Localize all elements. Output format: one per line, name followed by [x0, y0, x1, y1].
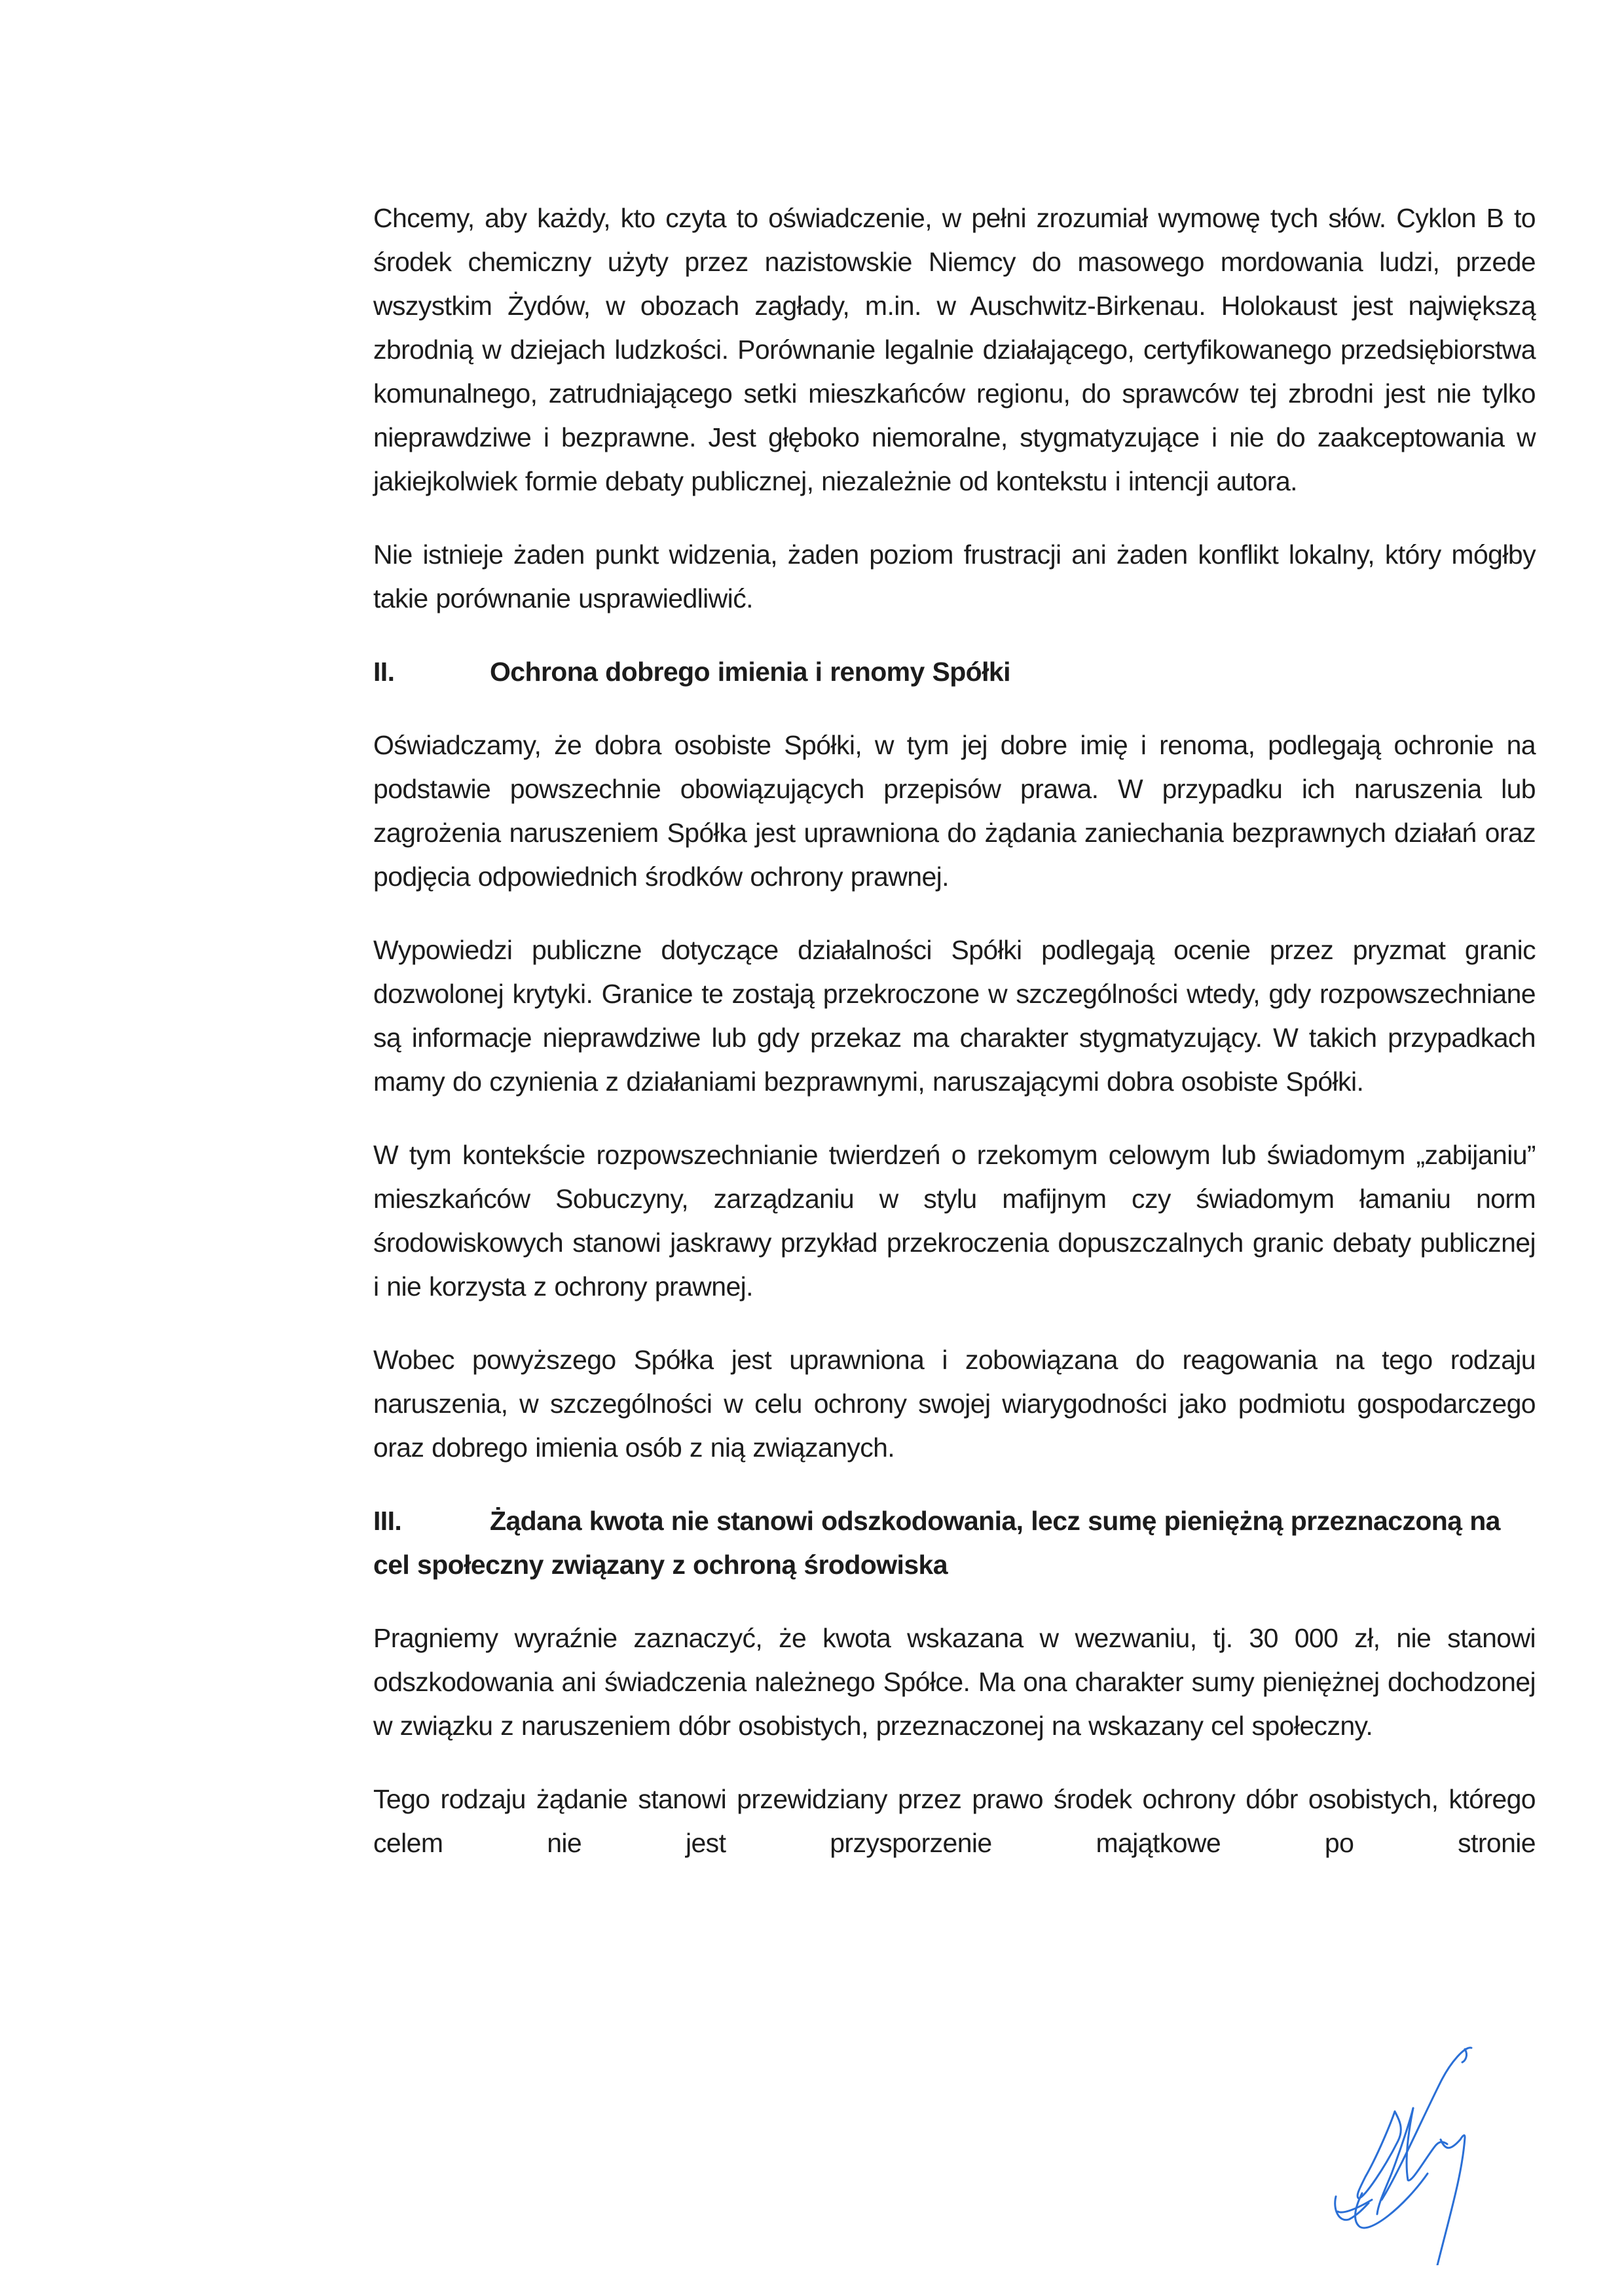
- paragraph-no-justification: Nie istnieje żaden punkt widzenia, żaden poziom frustracji ani żaden konflikt lokalny, który mógłby takie porównanie usprawiedliwić.: [373, 539, 1536, 613]
- section-title: Żądana kwota nie stanowi odszkodowania, lecz sumę pieniężną przeznaczoną na cel społeczny związany z ochroną środowiska: [373, 1506, 1500, 1580]
- section-number: II.: [373, 657, 395, 687]
- section-heading-ii: [373, 650, 1536, 694]
- section-number: III.: [373, 1506, 402, 1536]
- paragraph-legal-remedy: Tego rodzaju żądanie stanowi przewidziany przez prawo środek ochrony dóbr osobistych, którego celem nie jest przysporzenie majątkowe po stronie: [373, 1784, 1536, 1858]
- section-heading-iii: [373, 1499, 1536, 1587]
- document-body: [373, 196, 1536, 1895]
- paragraph-personal-rights: Oświadczamy, że dobra osobiste Spółki, w tym jej dobre imię i renoma, podlegają ochronie na podstawie powszechnie obowiązujących przepisów prawa. W przypadku ich naruszenia lub zagrożenia naruszeniem Spółka jest uprawniona do żądania zaniechania bezprawnych działań oraz podjęcia odpowiednich środków ochrony prawnej.: [373, 730, 1536, 892]
- paragraph-company-entitled: Wobec powyższego Spółka jest uprawniona i zobowiązana do reagowania na tego rodzaju naruszenia, w szczególności w celu ochrony swojej wiarygodności jako podmiotu gospodarczego oraz dobrego imienia osób z nią związanych.: [373, 1345, 1536, 1463]
- paragraph-cyklon-b: Chcemy, aby każdy, kto czyta to oświadczenie, w pełni zrozumiał wymowę tych słów. Cyklon B to środek chemiczny użyty przez nazistowskie Niemcy do masowego mordowania ludzi, przede wszystkim Żydów, w obozach zagłady, m.in. w Auschwitz-Birkenau. Holokaust jest największą zbrodnią w dziejach ludzkości. Porównanie legalnie działającego, certyfikowanego przedsiębiorstwa komunalnego, zatrudniającego setki mieszkańców regionu, do sprawców tej zbrodni jest nie tylko nieprawdziwe i bezprawne. Jest głęboko niemoralne, stygmatyzujące i nie do zaakceptowania w jakiejkolwiek formie debaty publicznej, niezależnie od kontekstu i intencji autora.: [373, 203, 1536, 496]
- section-title: Ochrona dobrego imienia i renomy Spółki: [490, 657, 1010, 687]
- paragraph-amount-purpose: Pragniemy wyraźnie zaznaczyć, że kwota wskazana w wezwaniu, tj. 30 000 zł, nie stanowi odszkodowania ani świadczenia należnego Spółce. Ma ona charakter sumy pieniężnej dochodzonej w związku z naruszeniem dóbr osobistych, przeznaczonej na wskazany cel społeczny.: [373, 1623, 1536, 1741]
- paragraph-context-claims: W tym kontekście rozpowszechnianie twierdzeń o rzekomym celowym lub świadomym „zabijaniu” mieszkańców Sobuczyny, zarządzaniu w stylu mafijnym czy świadomym łamaniu norm środowiskowych stanowi jaskrawy przykład przekroczenia dopuszczalnych granic debaty publicznej i nie korzysta z ochrony prawnej.: [373, 1140, 1536, 1302]
- paragraph-criticism-limits: Wypowiedzi publiczne dotyczące działalności Spółki podlegają ocenie przez pryzmat granic dozwolonej krytyki. Granice te zostają przekroczone w szczególności wtedy, gdy rozpowszechniane są informacje nieprawdziwe lub gdy przekaz ma charakter stygmatyzujący. W takich przypadkach mamy do czynienia z działaniami bezprawnymi, naruszającymi dobra osobiste Spółki.: [373, 935, 1536, 1097]
- handwritten-signature: [1293, 2043, 1490, 2265]
